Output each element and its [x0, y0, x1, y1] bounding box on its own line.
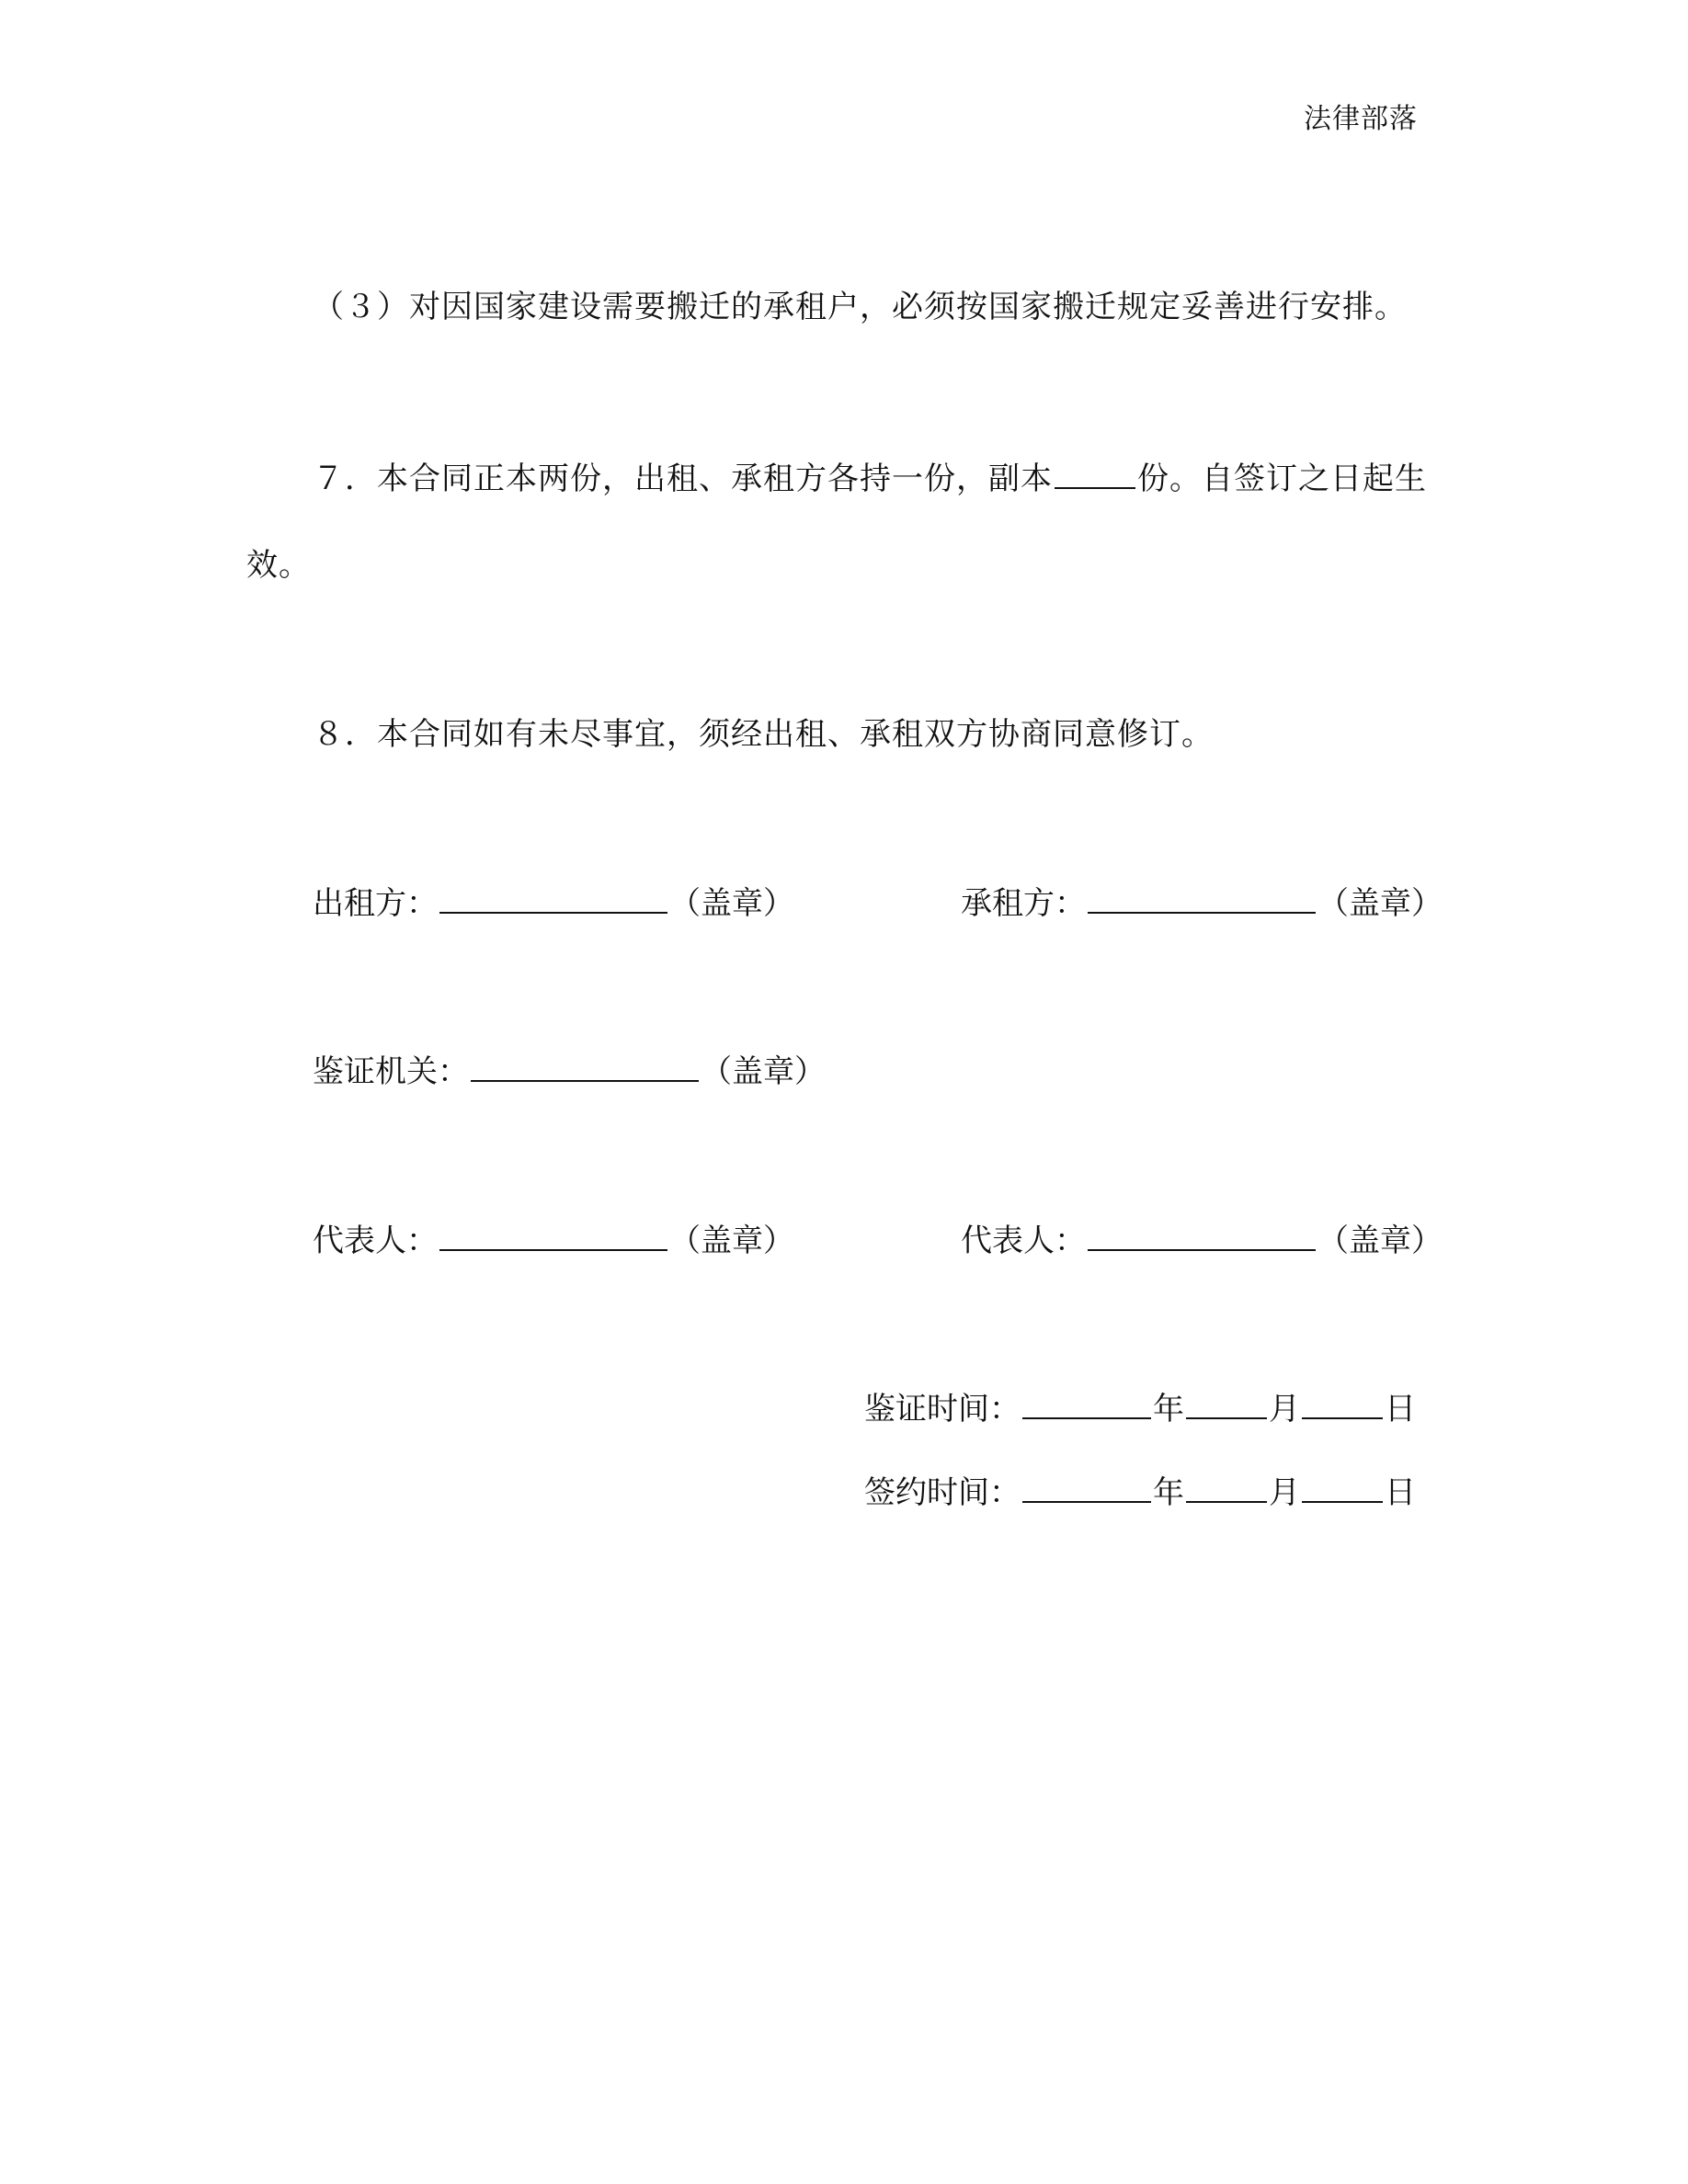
lessor-label: 出租方： [313, 885, 438, 922]
clause-7-line1 [313, 453, 1427, 498]
lessee-seal: （盖章） [1317, 885, 1443, 922]
rep-left-label: 代表人： [313, 1223, 438, 1259]
verification-date [864, 1383, 1416, 1428]
sign-day-blank [1302, 1500, 1383, 1503]
rep-right-label: 代表人： [961, 1223, 1086, 1259]
verify-day-unit: 日 [1385, 1391, 1416, 1428]
clause-8: ８．本合同如有未尽事宜，须经出租、承租双方协商同意修订。 [313, 716, 1214, 753]
verify-year-unit: 年 [1153, 1391, 1184, 1428]
authority-seal: （盖章） [701, 1053, 826, 1090]
lessor-representative [313, 1215, 794, 1260]
header-brand: 法律部落 [1304, 103, 1418, 135]
verify-year-blank [1022, 1416, 1151, 1419]
authority-blank [471, 1079, 699, 1082]
lessor-blank [439, 911, 667, 914]
sign-year-unit: 年 [1153, 1474, 1184, 1511]
authority-label: 鉴证机关： [313, 1053, 469, 1090]
lessee-signature [961, 878, 1443, 923]
lessor-seal: （盖章） [669, 885, 794, 922]
lessee-blank [1088, 911, 1316, 914]
sign-day-unit: 日 [1385, 1474, 1416, 1511]
rep-right-seal: （盖章） [1317, 1223, 1443, 1259]
verify-date-label: 鉴证时间： [864, 1391, 1021, 1428]
rep-left-seal: （盖章） [669, 1223, 794, 1259]
sign-date-label: 签约时间： [864, 1474, 1021, 1511]
verify-day-blank [1302, 1416, 1383, 1419]
lessee-label: 承租方： [961, 885, 1086, 922]
verify-month-unit: 月 [1269, 1391, 1300, 1428]
copies-blank [1055, 486, 1135, 489]
clause-7-line2: 效。 [246, 547, 311, 584]
sign-year-blank [1022, 1500, 1151, 1503]
signing-date [864, 1467, 1416, 1512]
rep-left-blank [439, 1248, 667, 1251]
rep-right-blank [1088, 1248, 1316, 1251]
clause-3: （３）对因国家建设需要搬迁的承租户，必须按国家搬迁规定妥善进行安排。 [313, 289, 1407, 325]
clause-7-text-b: 份。自签订之日起生 [1137, 461, 1427, 497]
lessee-representative [961, 1215, 1443, 1260]
sign-month-unit: 月 [1269, 1474, 1300, 1511]
sign-month-blank [1186, 1500, 1267, 1503]
lessor-signature [313, 878, 794, 923]
authority-signature [313, 1046, 826, 1091]
clause-7-text-a: ７．本合同正本两份，出租、承租方各持一份，副本 [313, 461, 1053, 497]
verify-month-blank [1186, 1416, 1267, 1419]
